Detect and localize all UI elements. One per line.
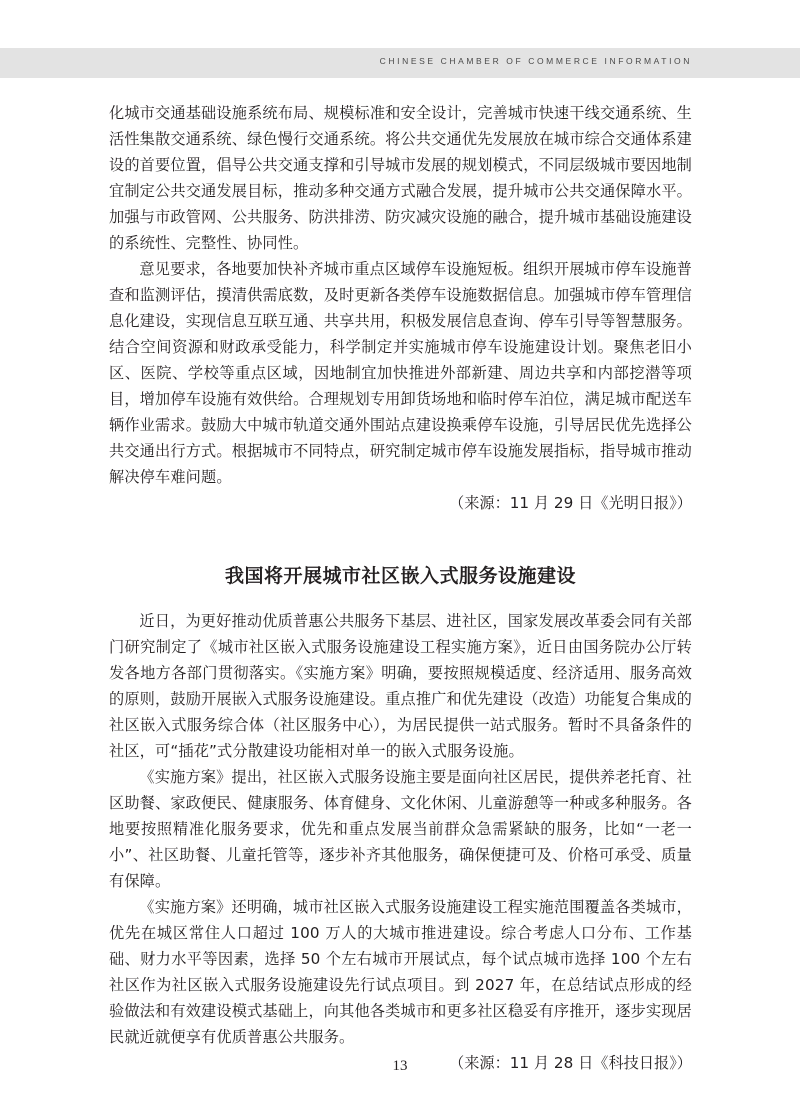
page-content <box>109 100 692 1076</box>
page-number: 13 <box>392 1058 408 1074</box>
article1-source: （来源：11 月 29 日《光明日报》） <box>449 494 692 512</box>
article2-paragraph-2: 《实施方案》提出，社区嵌入式服务设施主要是面向社区居民，提供养老托育、社区助餐、家政便民、健康服务、体育健身、文化休闲、儿童游憩等一种或多种服务。各地要按照精准化服务要求，优先和重点发展当前群众急需紧缺的服务，比如“一老一小”、社区助餐、儿童托管等，逐步补齐其他服务，确保便捷可及、价格可承受、质量有保障。 <box>109 768 692 890</box>
article2-paragraph-3: 《实施方案》还明确，城市社区嵌入式服务设施建设工程实施范围覆盖各类城市，优先在城区常住人口超过 100 万人的大城市推进建设。综合考虑人口分布、工作基础、财力水平等因素，选择 50 个左右城市开展试点，每个试点城市选择 100 个左右社区作为社区嵌入式服务设施建设先行试点项目。到 2027 年，在总结试点形成的经验做法和有效建设模式基础上，向其他各类城市和更多社区稳妥有序推开，逐步实现居民就近就便享有优质普惠公共服务。 <box>109 898 692 1046</box>
article1-paragraph-1: 化城市交通基础设施系统布局、规模标准和安全设计，完善城市快速干线交通系统、生活性集散交通系统、绿色慢行交通系统。将公共交通优先发展放在城市综合交通体系建设的首要位置，倡导公共交通支撑和引导城市发展的规划模式，不同层级城市要因地制宜制定公共交通发展目标，推动多种交通方式融合发展，提升城市公共交通保障水平。加强与市政管网、公共服务、防洪排涝、防灾减灾设施的融合，提升城市基础设施建设的系统性、完整性、协同性。 <box>109 104 692 252</box>
article2-title: 我国将开展城市社区嵌入式服务设施建设 <box>224 565 576 587</box>
running-header-title: CHINESE CHAMBER OF COMMERCE INFORMATION <box>379 56 692 66</box>
article2-source: （来源：11 月 28 日《科技日报》） <box>449 1054 692 1072</box>
article1-paragraph-2: 意见要求，各地要加快补齐城市重点区域停车设施短板。组织开展城市停车设施普查和监测评估，摸清供需底数，及时更新各类停车设施数据信息。加强城市停车管理信息化建设，实现信息互联互通、共享共用，积极发展信息查询、停车引导等智慧服务。结合空间资源和财政承受能力，科学制定并实施城市停车设施建设计划。聚焦老旧小区、医院、学校等重点区域，因地制宜加快推进外部新建、周边共享和内部挖潜等项目，增加停车设施有效供给。合理规划专用卸货场地和临时停车泊位，满足城市配送车辆作业需求。鼓励大中城市轨道交通外围站点建设换乘停车设施，引导居民优先选择公共交通出行方式。根据城市不同特点，研究制定城市停车设施发展指标，指导城市推动解决停车难问题。 <box>109 260 692 486</box>
running-header-band <box>0 48 800 78</box>
article2-paragraph-1: 近日，为更好推动优质普惠公共服务下基层、进社区，国家发展改革委会同有关部门研究制定了《城市社区嵌入式服务设施建设工程实施方案》，近日由国务院办公厅转发各地方各部门贯彻落实。《实施方案》明确，要按照规模适度、经济适用、服务高效的原则，鼓励开展嵌入式服务设施建设。重点推广和优先建设（改造）功能复合集成的社区嵌入式服务综合体（社区服务中心），为居民提供一站式服务。暂时不具备条件的社区，可“插花”式分散建设功能相对单一的嵌入式服务设施。 <box>109 612 692 760</box>
